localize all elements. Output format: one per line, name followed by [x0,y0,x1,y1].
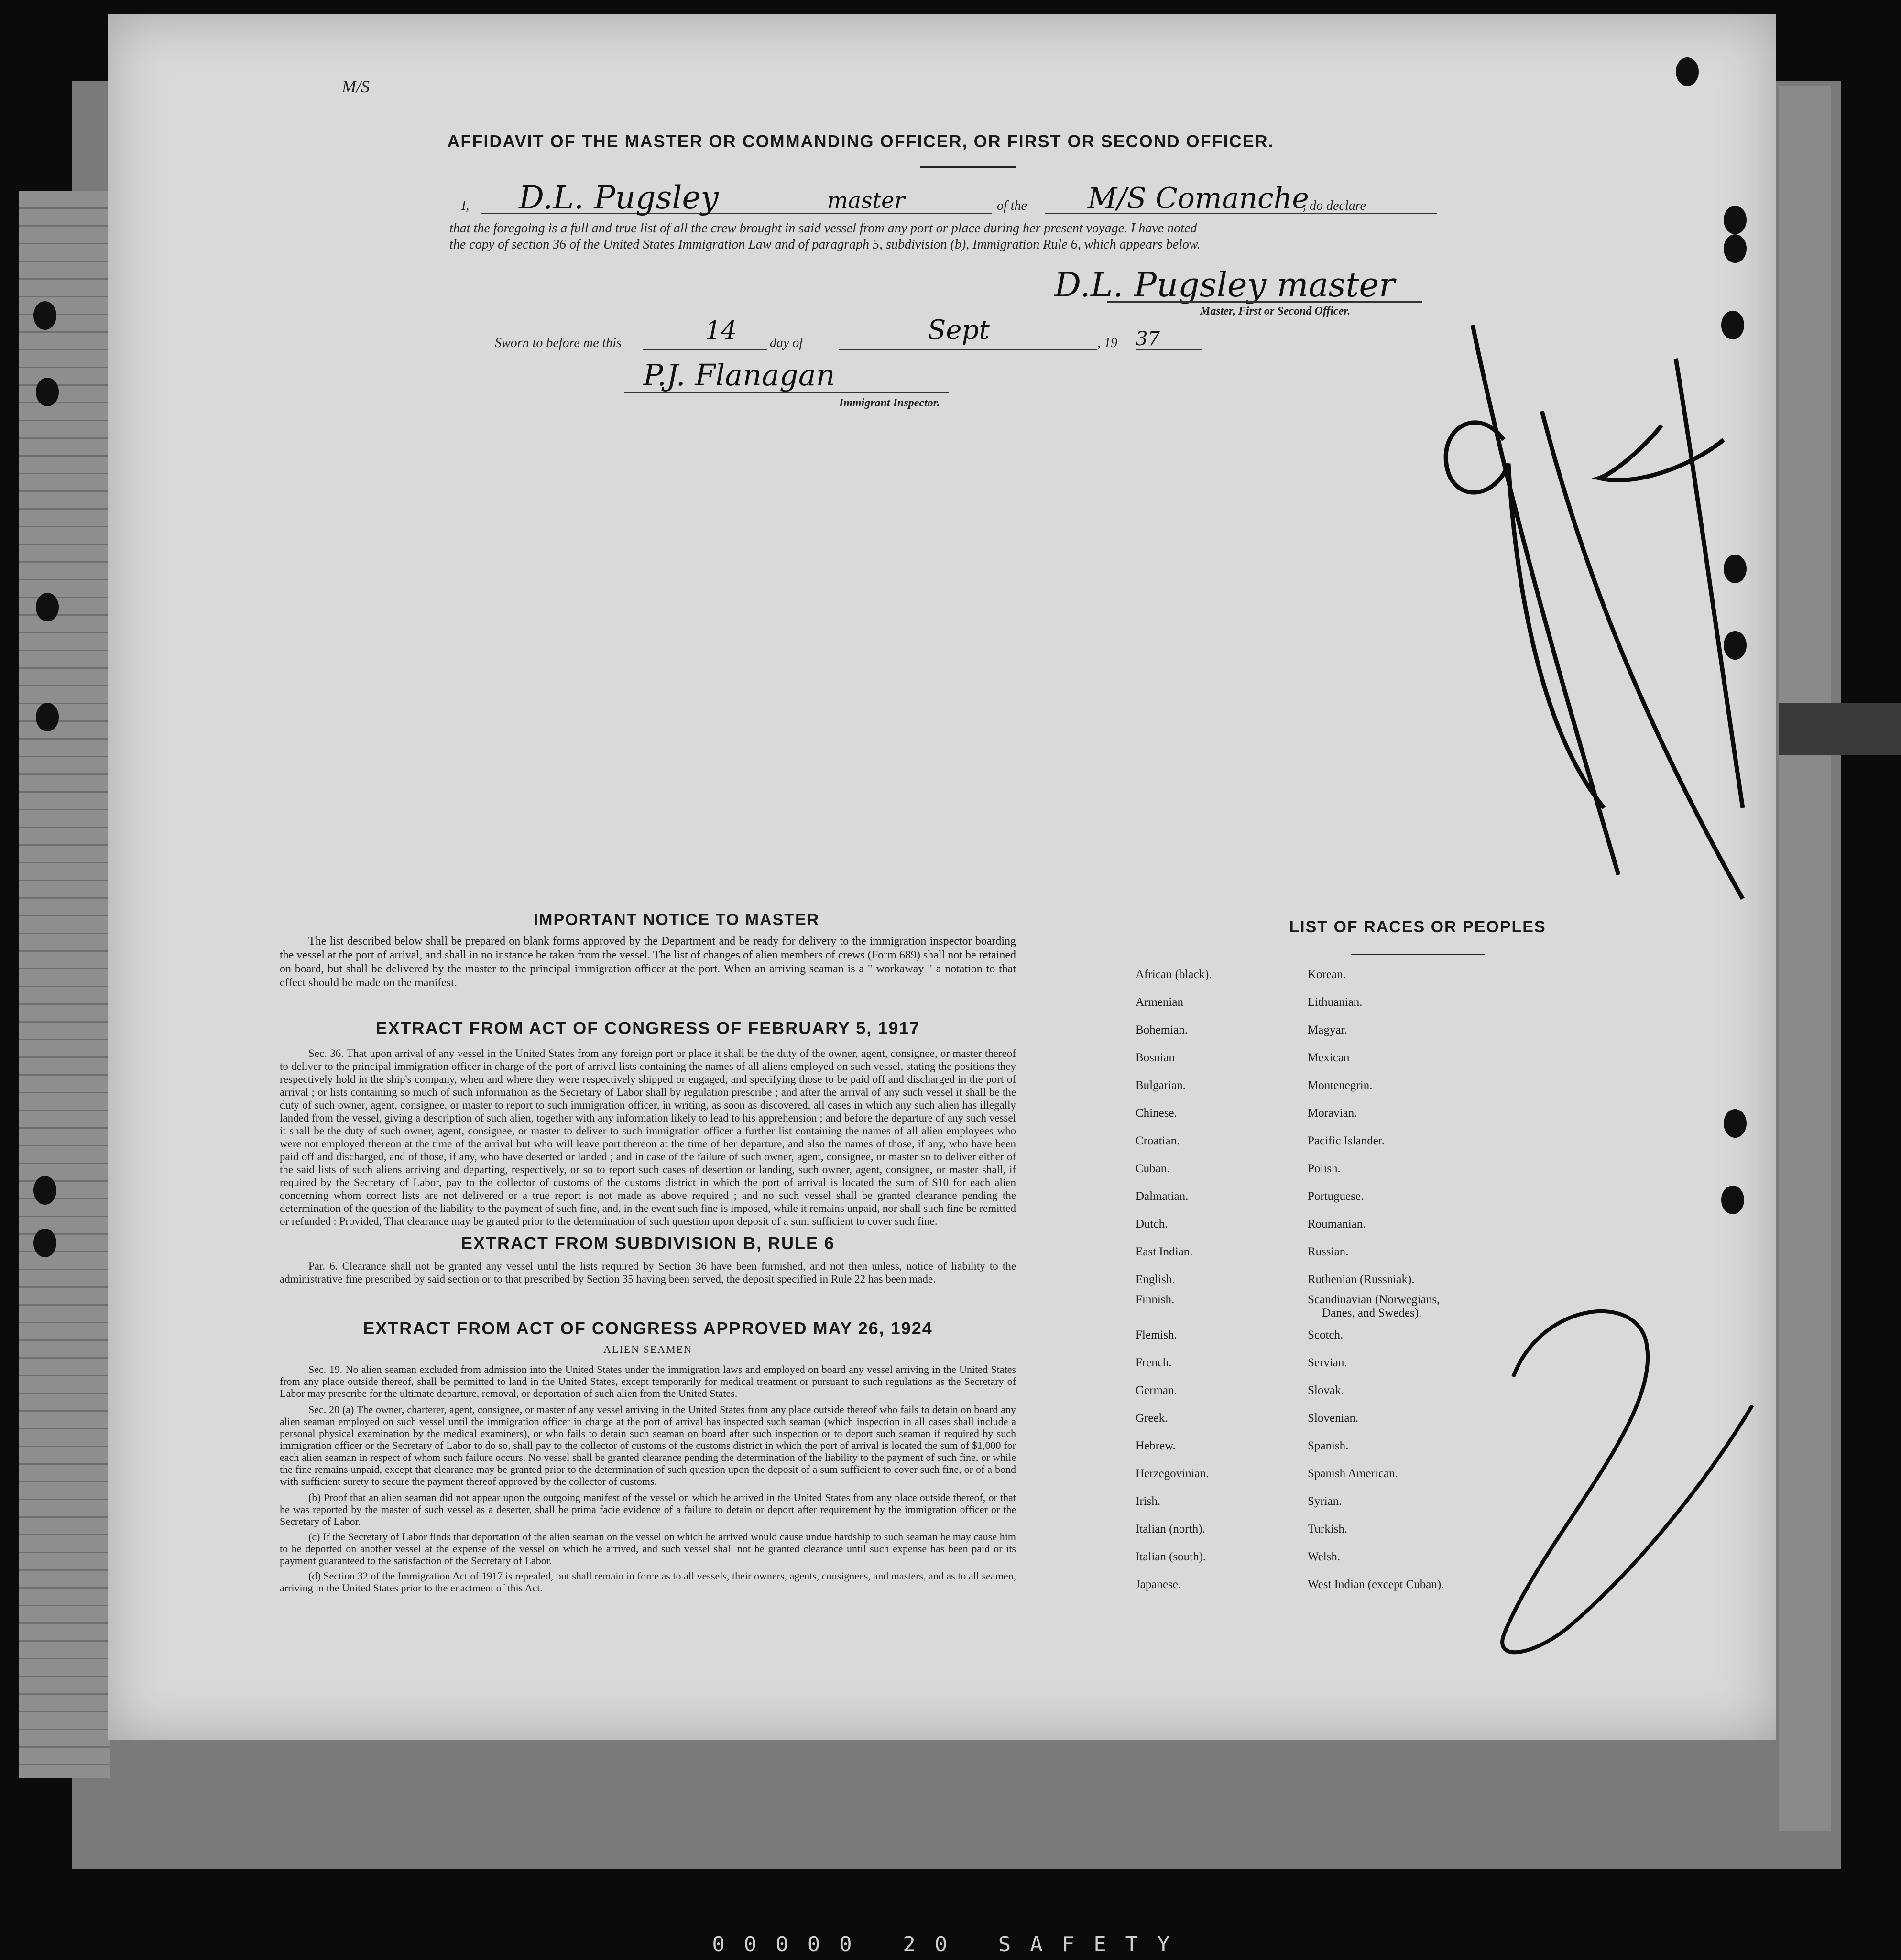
race-item: Chinese. [1136,1107,1177,1120]
race-item: African (black). [1136,968,1212,981]
race-item: Roumanian. [1308,1218,1366,1230]
race-item: Magyar. [1308,1024,1347,1036]
master-signature: D.L. Pugsley master [1054,265,1395,305]
race-item: Cuban. [1136,1162,1170,1175]
declaration-line-2: that the foregoing is a full and true list of all the crew brought in said vessel from any port or place during her present voyage. I have noted [449,221,1197,236]
punch-hole [1724,206,1747,234]
race-item: German. [1136,1384,1177,1397]
extract-1924-title: EXTRACT FROM ACT OF CONGRESS APPROVED MAY 26, 1924 [363,1318,933,1338]
handwritten-date-mark [1332,282,1762,951]
binding-tab [1779,703,1901,755]
sworn-month-handwritten: Sept [928,315,990,346]
punch-hole [1724,234,1747,263]
race-item: Slovak. [1308,1384,1344,1397]
race-item: Japanese. [1136,1578,1181,1591]
declaration-i: I, [461,198,470,213]
underline [643,349,767,350]
race-item: Croatian. [1136,1134,1180,1147]
race-item: Lithuanian. [1308,996,1363,1009]
backing-sheet-edge [1779,86,1831,1831]
race-item: Bulgarian. [1136,1079,1186,1092]
race-item: Spanish American. [1308,1467,1398,1480]
race-item: English. [1136,1273,1175,1286]
handwritten-page-number [1485,1272,1781,1664]
race-item: Herzegovinian. [1136,1467,1209,1480]
race-item: Italian (north). [1136,1523,1205,1535]
divider [920,166,1016,168]
extract-rule6-text: Par. 6. Clearance shall not be granted any vessel until the lists required by Section 36 have been furnished, and not then unless, notice of liability to the administrative fine prescribed by said section or to that prescribed by Section 35 having been served, the deposit specified in Rule 22 has been made. [280,1260,1016,1285]
race-item: Dutch. [1136,1218,1168,1230]
of-the-label: of the [997,198,1027,213]
punch-hole [1724,1109,1747,1138]
extract-1924-sec20a: Sec. 20 (a) The owner, charterer, agent, consignee, or master of any vessel arriving in the United States from any place outside thereof who fails to detain on board any alien seaman employed on such vessel until the immigration officer in charge at the port of arrival has inspected such seaman (which inspection in all cases shall include a personal physical examination by the medical examiners), or who fails to detain such seaman on board after such inspection or to deport such seaman if required by such immigration officer or the Secretary of Labor to do so, shall pay to the collector of customs of the customs district in which the port of arrival is located the sum of $1,000 for each alien seaman in respect of whom such failure occurs. No vessel shall be granted clearance pending the determination of the liability to the payment of such fine, or while the fine remains unpaid, except that clearance may be granted prior to the determination of such question upon the deposit of a sum sufficient to cover such fine, or of a bond with sufficient surety to secure the payment thereof approved by the collector of customs. [280,1404,1016,1487]
inspector-caption: Immigrant Inspector. [839,397,940,409]
race-item: Armenian [1136,996,1183,1009]
officer-name-handwritten: D.L. Pugsley [519,179,719,216]
race-item: Welsh. [1308,1550,1341,1563]
year-handwritten: 37 [1136,328,1160,350]
race-item: Russian. [1308,1245,1349,1258]
underline [624,392,949,393]
race-item: Hebrew. [1136,1439,1176,1452]
race-item: Irish. [1136,1495,1161,1508]
extract-1924-sec20d: (d) Section 32 of the Immigration Act of 1917 is repealed, but shall remain in force as to all vessels, their owners, agents, consignees, and masters, and as to all seamen, arriving in the United States prior to the enactment of this Act. [280,1570,1016,1594]
ledger-paper-edge [19,191,110,1778]
punch-hole [33,1229,56,1257]
film-edge-code: 00000 20 SAFETY [712,1932,1189,1957]
race-item: Bohemian. [1136,1024,1188,1036]
do-declare-label: , do declare [1303,198,1366,213]
race-item: Korean. [1308,968,1346,981]
races-title: LIST OF RACES OR PEOPLES [1289,918,1546,936]
race-item: Scandinavian (Norwegians, [1308,1293,1440,1306]
inspector-signature: P.J. Flanagan [643,358,835,392]
race-item: Slovenian. [1308,1412,1359,1425]
punch-hole [36,593,59,621]
affidavit-title: AFFIDAVIT OF THE MASTER OR COMMANDING OFFICER, OR FIRST OR SECOND OFFICER. [447,131,1274,151]
underline [839,349,1097,350]
race-item: Dalmatian. [1136,1190,1189,1203]
race-item: Bosnian [1136,1051,1175,1064]
race-item: Moravian. [1308,1107,1357,1120]
officer-rank-handwritten: master [827,187,905,213]
divider [1351,954,1485,955]
race-item: Mexican [1308,1051,1350,1064]
race-item: Portuguese. [1308,1190,1364,1203]
extract-rule6-title: EXTRACT FROM SUBDIVISION B, RULE 6 [460,1233,835,1253]
race-item: Montenegrin. [1308,1079,1373,1092]
race-item: Ruthenian (Russniak). [1308,1273,1415,1286]
declaration-line-3: the copy of section 36 of the United States Immigration Law and of paragraph 5, subdivision (b), Immigration Rule 6, which appears below. [449,237,1201,252]
punch-hole [36,703,59,731]
race-item: Scotch. [1308,1328,1344,1341]
race-item: Greek. [1136,1412,1168,1425]
race-item: Syrian. [1308,1495,1342,1508]
punch-hole [1721,1186,1744,1214]
document-page [108,14,1776,1740]
year-prefix: , 19 [1097,336,1117,350]
signature-caption: Master, First or Second Officer. [1200,305,1351,317]
day-of-label: day of [770,336,803,350]
punch-hole [33,301,56,330]
extract-1917-text: Sec. 36. That upon arrival of any vessel in the United States from any foreign port or place it shall be the duty of the owner, agent, consignee, or master thereof to deliver to the principal immigration officer in charge of the port of arrival lists containing the names of all aliens employed on such vessel, stating the positions they respectively hold in the ship's company, when and where they were respectively shipped or engaged, and specifying those to be paid off and discharged in the port of arrival ; or lists containing so much of such information as the Secretary of Labor shall by regulation prescribe ; and after the arrival of any such vessel it shall be the duty of such owner, agent, consignee, or master to report to such immigration officer, in writing, as soon as discovered, all cases in which any such alien has illegally landed from the vessel, giving a description of such alien, together with any information likely to lead to his apprehension ; and before the departure of any such vessel it shall be the duty of such owner, agent, consignee, or master to deliver to such immigration officer a further list containing the names of all alien employees who were not employed thereon at the time of the arrival but who will leave port thereon at the time of her departure, and also the names of those, if any, who have been paid off and discharged, and of those, if any, who have deserted or landed ; and in case of the failure of such owner, agent, consignee, or master so to deliver either of the said lists of such aliens arriving and departing, respectively, or so to report such cases of desertion or landing, such owner, agent, consignee, or master shall, if required by the Secretary of Labor, pay to the collector of customs of the customs district in which the port of arrival is located the sum of $10 for each alien concerning whom correct lists are not delivered or a true report is not made as above required ; and no such vessel shall be granted clearance pending the determination of the question of the liability to the payment of such fine, and, in the event such fine is imposed, while it remains unpaid, nor shall such fine be remitted or refunded : Provided, That clearance may be granted prior to the determination of such question upon deposit of a sum sufficient to cover such fine. [280,1047,1016,1227]
extract-1924-sec20b: (b) Proof that an alien seaman did not appear upon the outgoing manifest of the vessel on which he arrived in the United States from any place outside thereof, or that he was reported by the master of such vessel as a deserter, shall be prima facie evidence of a failure to detain or deport after requirement by the immigration officer or the Secretary of Labor. [280,1492,1016,1527]
notice-title: IMPORTANT NOTICE TO MASTER [533,911,820,929]
extract-1917-title: EXTRACT FROM ACT OF CONGRESS OF FEBRUARY 5, 1917 [375,1018,920,1038]
margin-mark: M/S [342,77,370,96]
race-item: Danes, and Swedes). [1322,1307,1422,1319]
race-item: Servian. [1308,1356,1347,1369]
race-item: Italian (south). [1136,1550,1206,1563]
punch-hole [36,378,59,406]
race-item: West Indian (except Cuban). [1308,1578,1444,1591]
alien-seamen-subtitle: ALIEN SEAMEN [603,1343,692,1355]
extract-1924-sec20c: (c) If the Secretary of Labor finds that deportation of the alien seaman on the vessel on which he arrived would cause undue hardship to such seaman he may cause him to be deported on another vessel at the expense of the vessel on which he arrived, and such vessel shall not be granted clearance until such expense has been paid or its payment guaranteed to the satisfaction of the Secretary of Labor. [280,1531,1016,1567]
race-item: Finnish. [1136,1293,1175,1306]
underline [1136,349,1202,350]
punch-hole [33,1176,56,1205]
race-item: Pacific Islander. [1308,1134,1385,1147]
race-item: Polish. [1308,1162,1341,1175]
race-item: East Indian. [1136,1245,1193,1258]
sworn-day-handwritten: 14 [705,316,737,345]
race-item: Spanish. [1308,1439,1349,1452]
race-item: Flemish. [1136,1328,1177,1341]
punch-hole [1676,57,1699,86]
race-item: French. [1136,1356,1172,1369]
notice-text: The list described below shall be prepared on blank forms approved by the Department and be ready for delivery to the immigration inspector boarding the vessel at the port of arrival, and shall in no instance be taken from the vessel. The list of changes of alien members of crews (Form 689) shall not be retained on board, but shall be delivered by the master to the principal immigration officer at the port. When an arriving seaman is a " workaway " a notation to that effect should be made on the manifest. [280,935,1016,989]
sworn-label: Sworn to before me this [495,336,622,350]
extract-1924-sec19: Sec. 19. No alien seaman excluded from admission into the United States under the immigration laws and employed on board any vessel arriving in the United States from any place outside thereof, shall be permitted to land in the United States, except temporarily for medical treatment or pursuant to such regulations as the Secretary of Labor may prescribe for the ultimate departure, removal, or deportation of such alien from the United States. [280,1363,1016,1399]
race-item: Turkish. [1308,1523,1348,1535]
vessel-name-handwritten: M/S Comanche [1088,182,1309,215]
